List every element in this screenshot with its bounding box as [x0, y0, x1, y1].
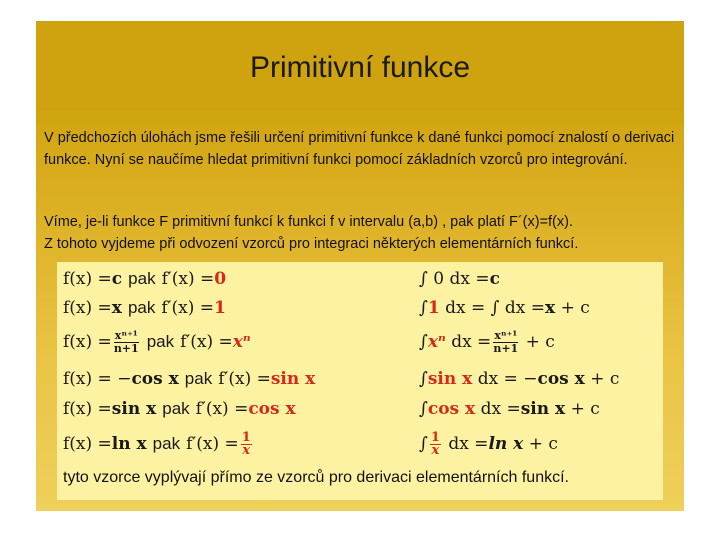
function-text: f(x) = − — [63, 369, 132, 389]
function-text: f(x) = — [63, 298, 112, 318]
integral-rest: dx = — [448, 434, 489, 454]
footer-note: tyto vzorce vyplývají přímo ze vzorců pro derivaci elementárních funkcí. — [63, 469, 569, 486]
function-text: f(x) = — [63, 332, 112, 352]
integral-value: x — [545, 298, 556, 318]
fraction-numerator: xⁿ⁺¹ — [114, 328, 138, 342]
title-bar — [36, 21, 684, 111]
derivative-value: xⁿ — [232, 332, 251, 352]
formula-row-3-right — [419, 327, 555, 357]
integral-text: ∫ — [419, 399, 428, 419]
integrand-fraction — [430, 429, 441, 458]
integral-text: ∫ — [419, 332, 428, 352]
function-fraction — [114, 330, 139, 355]
integral-value: ln x — [488, 434, 524, 454]
derivative-fraction — [241, 429, 252, 458]
integral-constant: + c — [525, 332, 555, 352]
derivative-value: 1 — [214, 298, 226, 318]
integral-rest: dx = − — [477, 369, 538, 389]
integral-value: c — [489, 269, 500, 289]
slide-title: Primitivní funkce — [249, 51, 471, 84]
pak-word: pak — [128, 269, 156, 288]
integrand-value: sin x — [427, 369, 473, 389]
definition-paragraph — [44, 212, 680, 255]
integral-value: cos x — [537, 369, 585, 389]
integral-text: ∫ — [419, 298, 428, 318]
fraction-denominator: x — [242, 442, 251, 458]
derivative-text: f′(x) = — [161, 298, 215, 318]
function-value: c — [111, 269, 123, 289]
derivative-text: f′(x) = — [186, 434, 239, 454]
integral-text: ∫ 0 dx = — [419, 269, 490, 289]
formula-row-6-right — [419, 429, 558, 459]
formula-row-6-left — [63, 429, 254, 459]
formula-row-5-right — [419, 394, 600, 424]
formula-row-2-left — [63, 293, 226, 323]
fraction-denominator: n+1 — [493, 341, 519, 355]
function-value: cos x — [131, 369, 179, 389]
integral-rest: dx = — [480, 399, 521, 419]
function-value: sin x — [111, 399, 157, 419]
fraction-denominator: n+1 — [113, 341, 139, 355]
definition-line-1: Víme, je-li funkce F primitivní funkcí k funkci f v intervalu (a,b) , pak platí F´(x)=f(x). — [44, 214, 573, 230]
fraction-denominator: x — [431, 442, 440, 458]
function-value: x — [111, 298, 122, 318]
integral-rest: dx = ∫ dx = — [445, 298, 546, 318]
fraction-numerator: xⁿ⁺¹ — [494, 328, 518, 342]
integral-text: ∫ — [419, 369, 428, 389]
integral-constant: + c — [528, 434, 558, 454]
derivative-value: 0 — [214, 269, 227, 289]
pak-word: pak — [162, 399, 190, 418]
definition-line-2: Z tohoto vyjdeme při odvození vzorců pro integraci některých elementárních funkcí. — [44, 235, 579, 252]
function-value: ln x — [111, 434, 147, 454]
derivative-value: sin x — [270, 369, 316, 389]
pak-word: pak — [152, 434, 181, 453]
integral-fraction — [493, 330, 518, 355]
derivative-text: f′(x) = — [218, 369, 271, 389]
integral-constant: + c — [570, 399, 600, 419]
integral-constant: + c — [590, 369, 620, 389]
pak-word: pak — [184, 369, 213, 388]
formula-row-3-left — [63, 327, 251, 357]
slide — [36, 21, 684, 511]
pak-word: pak — [127, 298, 156, 317]
integral-text: ∫ — [419, 434, 428, 454]
integrand-value: 1 — [427, 298, 440, 318]
formula-row-4-left — [63, 364, 315, 394]
formula-row-1-left — [63, 264, 226, 294]
formula-row-5-left — [63, 394, 296, 424]
integral-value: sin x — [520, 399, 566, 419]
function-text: f(x) = — [63, 434, 112, 454]
content-area — [36, 124, 684, 511]
integrand-value: cos x — [427, 399, 476, 419]
intro-paragraph: V předchozích úlohách jsme řešili určení primitivní funkce k dané funkci pomocí znalostí o derivaci funkce. Nyní se naučíme hledat primitivní funkci pomocí základních vzorců pro integrování. — [44, 130, 675, 168]
integrand-value: xⁿ — [427, 332, 446, 352]
pak-word: pak — [146, 332, 175, 351]
formula-row-4-right — [419, 364, 619, 394]
fraction-numerator: 1 — [430, 429, 440, 445]
formula-box — [57, 262, 663, 500]
derivative-text: f′(x) = — [195, 399, 249, 419]
derivative-text: f′(x) = — [180, 332, 233, 352]
derivative-value: cos x — [248, 399, 296, 419]
integral-constant: + c — [560, 298, 590, 318]
formula-row-1-right — [419, 264, 500, 294]
integral-rest: dx = — [451, 332, 492, 352]
function-text: f(x) = — [63, 269, 112, 289]
function-text: f(x) = — [63, 399, 112, 419]
formula-row-2-right — [419, 293, 590, 323]
fraction-numerator: 1 — [241, 429, 251, 445]
derivative-text: f′(x) = — [161, 269, 215, 289]
